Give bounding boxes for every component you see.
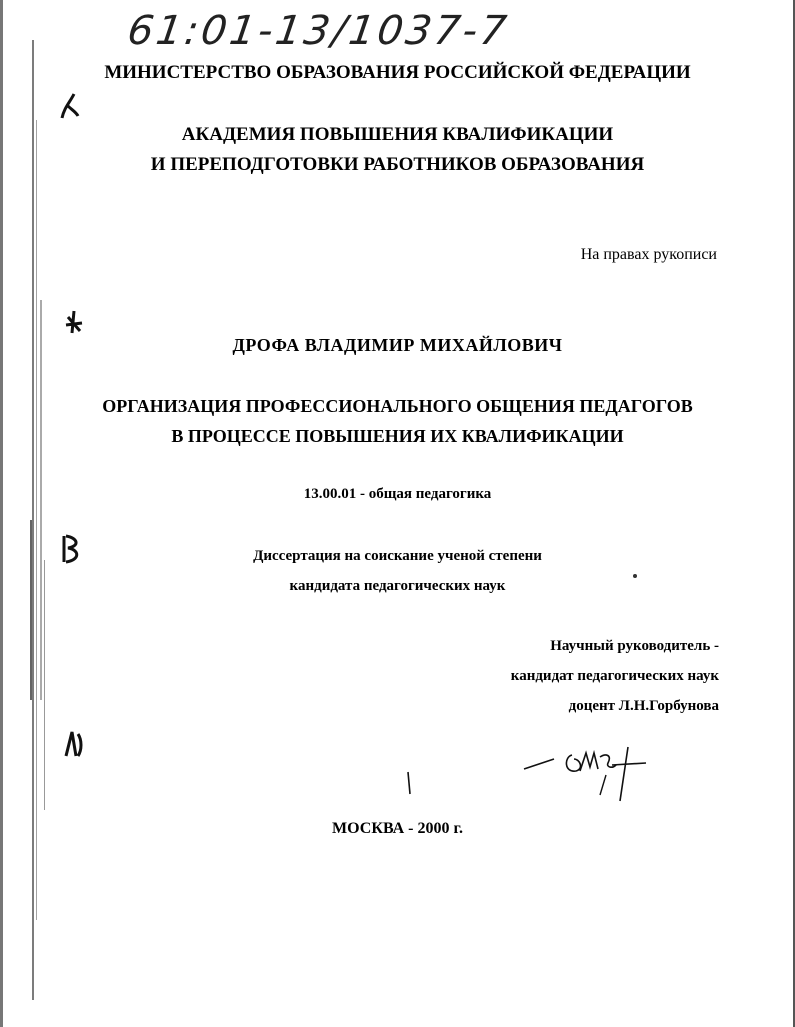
- dissertation-title-line2: В ПРОЦЕССЕ ПОВЫШЕНИЯ ИХ КВАЛИФИКАЦИИ: [171, 426, 624, 446]
- margin-mark-2: [62, 305, 86, 335]
- specialty-code: 13.00.01 - общая педагогика: [303, 486, 492, 502]
- author-name: ДРОФА ВЛАДИМИР МИХАЙЛОВИЧ: [232, 335, 563, 355]
- degree-statement-line1: Диссертация на соискание ученой степени: [253, 548, 542, 564]
- scan-speck: [633, 574, 637, 578]
- ministry-heading: МИНИСТЕРСТВО ОБРАЗОВАНИЯ РОССИЙСКОЙ ФЕДЕРАЦИИ: [104, 62, 691, 83]
- scan-stray-mark: [406, 771, 412, 795]
- supervisor-role: Научный руководитель -: [550, 638, 719, 654]
- city-and-year: МОСКВА - 2000 г.: [332, 820, 463, 837]
- academy-heading-line2: И ПЕРЕПОДГОТОВКИ РАБОТНИКОВ ОБРАЗОВАНИЯ: [150, 154, 645, 175]
- manuscript-note: На правах рукописи: [580, 246, 717, 263]
- dissertation-title-line1: ОРГАНИЗАЦИЯ ПРОФЕССИОНАЛЬНОГО ОБЩЕНИЯ ПЕДАГОГОВ: [102, 396, 693, 416]
- supervisor-degree: кандидат педагогических наук: [510, 668, 719, 684]
- academy-heading-line1: АКАДЕМИЯ ПОВЫШЕНИЯ КВАЛИФИКАЦИИ: [181, 124, 614, 145]
- margin-mark-1: [58, 92, 82, 122]
- author-signature: [520, 735, 660, 810]
- margin-mark-4: [62, 728, 84, 760]
- supervisor-name: доцент Л.Н.Горбунова: [568, 698, 719, 714]
- archive-number: 61:01-13/1037-7: [124, 8, 512, 54]
- degree-statement-line2: кандидата педагогических наук: [289, 578, 506, 594]
